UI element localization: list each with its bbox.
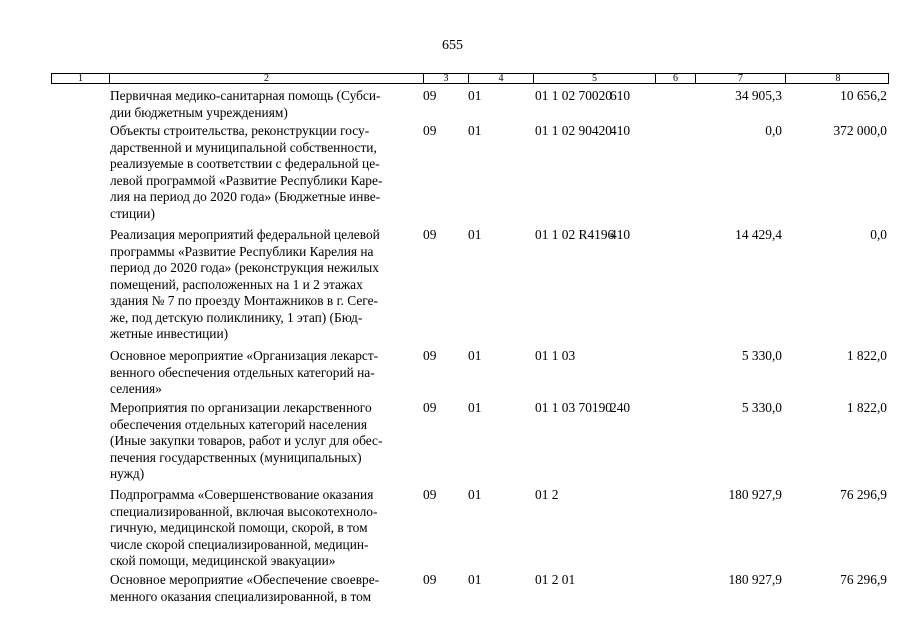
description-line: здания № 7 по проезду Монтажников в г. Сеге-	[110, 293, 379, 308]
amount-year-2: 76 296,9	[840, 487, 887, 502]
expense-type-code: 410	[610, 227, 631, 242]
expense-type-code: 410	[610, 123, 631, 138]
subsection-code: 01	[468, 572, 482, 587]
header-col-7: 7	[696, 74, 786, 83]
section-code: 09	[423, 88, 437, 103]
row-description	[110, 227, 422, 343]
amount-year-1: 0,0	[765, 123, 782, 138]
amount-year-1: 5 330,0	[741, 348, 782, 363]
amount-year-1: 5 330,0	[741, 400, 782, 415]
section-code: 09	[423, 348, 437, 363]
amount-year-2: 10 656,2	[840, 88, 887, 103]
header-col-6: 6	[656, 74, 696, 83]
amount-year-1: 14 429,4	[735, 227, 782, 242]
section-code: 09	[423, 123, 437, 138]
description-line: печения государственных (муниципальных)	[110, 449, 362, 465]
target-article-code: 01 1 02 70020	[535, 88, 612, 103]
amount-year-1: 34 905,3	[735, 88, 782, 103]
row-description	[110, 487, 422, 570]
target-article-code: 01 1 03 70190	[535, 400, 612, 415]
description-line: нужд)	[110, 466, 145, 481]
section-code: 09	[423, 227, 437, 242]
row-description	[110, 400, 422, 483]
subsection-code: 01	[468, 400, 482, 415]
amount-year-2: 372 000,0	[833, 123, 887, 138]
expense-type-code: 240	[610, 400, 631, 415]
amount-year-1: 180 927,9	[728, 572, 782, 587]
description-line: дии бюджетным учреждениям)	[110, 104, 288, 120]
page-number: 655	[442, 38, 463, 53]
section-code: 09	[423, 572, 437, 587]
row-description	[110, 123, 422, 222]
description-line: (Иные закупки товаров, работ и услуг для обес-	[110, 433, 383, 448]
description-line: Объекты строительства, реконструкции госу-	[110, 123, 370, 138]
subsection-code: 01	[468, 227, 482, 242]
amount-year-2: 0,0	[870, 227, 887, 242]
description-line: обеспечения отдельных категорий населения	[110, 416, 367, 432]
expense-type-code: 610	[610, 88, 631, 103]
description-line: Реализация мероприятий федеральной целевой	[110, 227, 380, 242]
description-line: Первичная медико-санитарная помощь (Субси-	[110, 88, 381, 103]
description-line: жетные инвестиции)	[110, 326, 229, 341]
description-line: Мероприятия по организации лекарственного	[110, 400, 372, 415]
header-col-1: 1	[52, 74, 110, 83]
target-article-code: 01 1 02 R4196	[535, 227, 615, 242]
section-code: 09	[423, 400, 437, 415]
subsection-code: 01	[468, 487, 482, 502]
amount-year-2: 1 822,0	[846, 400, 887, 415]
description-line: Основное мероприятие «Обеспечение своевре-	[110, 572, 380, 587]
description-line: левой программой «Развитие Республики Каре-	[110, 172, 383, 188]
target-article-code: 01 1 02 90420	[535, 123, 612, 138]
description-line: менного оказания специализированной, в том	[110, 588, 372, 604]
amount-year-1: 180 927,9	[728, 487, 782, 502]
description-line: ской помощи, медицинской эвакуации»	[110, 553, 336, 568]
amount-year-2: 1 822,0	[846, 348, 887, 363]
description-line: стиции)	[110, 205, 155, 221]
header-col-3: 3	[424, 74, 469, 83]
row-description	[110, 88, 422, 121]
row-description	[110, 348, 422, 398]
subsection-code: 01	[468, 88, 482, 103]
target-article-code: 01 2	[535, 487, 559, 502]
description-line: гичную, медицинской помощи, скорой, в том	[110, 520, 368, 535]
header-col-8: 8	[835, 73, 841, 84]
description-line: период до 2020 года» (реконструкция нежилых	[110, 260, 379, 275]
description-line: помещений, расположенных на 1 и 2 этажах	[110, 276, 363, 292]
target-article-code: 01 1 03	[535, 348, 576, 363]
description-line: реализуемые в соответствии с федеральной це-	[110, 156, 380, 171]
row-description	[110, 572, 422, 605]
description-line: селения»	[110, 381, 162, 396]
description-line: Подпрограмма «Совершенствование оказания	[110, 487, 374, 502]
description-line: лия на период до 2020 года» (Бюджетные инве-	[110, 189, 381, 204]
header-col-2: 2	[110, 74, 424, 83]
subsection-code: 01	[468, 348, 482, 363]
header-col-4: 4	[469, 74, 534, 83]
description-line: же, под детскую поликлинику, 1 этап) (Бюд-	[110, 309, 363, 325]
description-line: дарственной и муниципальной собственности,	[110, 139, 377, 155]
header-col-5: 5	[534, 74, 656, 83]
target-article-code: 01 2 01	[535, 572, 576, 587]
table-header	[51, 73, 889, 84]
description-line: программы «Развитие Республики Карелия на	[110, 243, 374, 259]
description-line: числе скорой специализированной, медицин-	[110, 536, 369, 552]
description-line: специализированной, включая высокотехноло-	[110, 503, 378, 519]
description-line: венного обеспечения отдельных категорий на-	[110, 364, 375, 380]
description-line: Основное мероприятие «Организация лекарст-	[110, 348, 379, 363]
amount-year-2: 76 296,9	[840, 572, 887, 587]
subsection-code: 01	[468, 123, 482, 138]
section-code: 09	[423, 487, 437, 502]
